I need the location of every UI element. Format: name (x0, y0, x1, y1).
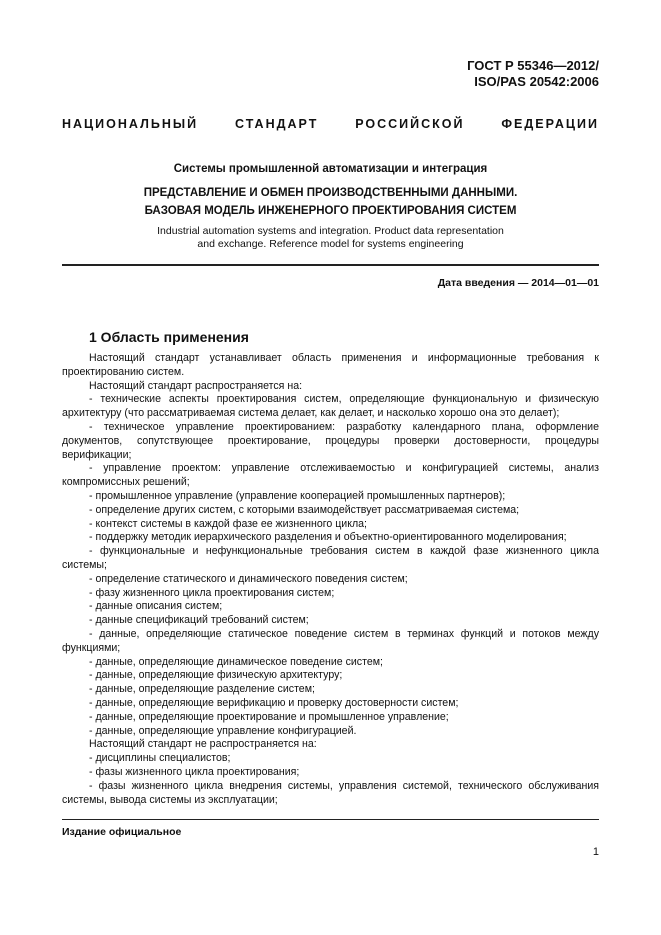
list-item: - поддержку методик иерархического разделения и объектно-ориентированного моделирования; (89, 531, 567, 544)
page-number: 1 (592, 846, 599, 858)
list-item: - функциональные и нефункциональные требования систем в каждой фазе жизненного цикла системы; (62, 545, 599, 571)
list-item: - данные, определяющие верификацию и проверку достоверности систем; (89, 696, 459, 709)
list-item: - определение других систем, с которыми взаимодействует рассматриваемая система; (89, 503, 520, 516)
list-item: - данные, определяющие динамическое поведение систем; (89, 655, 383, 668)
introduction-date: Дата введения — 2014—01—01 (437, 277, 599, 289)
list-item: - фазы жизненного цикла проектирования; (89, 765, 300, 778)
title-divider (62, 264, 599, 266)
standard-title-line1: ПРЕДСТАВЛЕНИЕ И ОБМЕН ПРОИЗВОДСТВЕННЫМИ ДАННЫМИ. (143, 187, 518, 199)
english-title-line2: and exchange. Reference model for systems engineering (197, 238, 464, 250)
list-item: - фазу жизненного цикла проектирования систем; (89, 586, 335, 599)
edition-label: Издание официальное (62, 826, 182, 838)
list-item: - данные спецификаций требований систем; (89, 614, 309, 627)
paragraph: Настоящий стандарт распространяется на: (89, 379, 303, 392)
english-title-line1: Industrial automation systems and integration. Product data representation (157, 225, 504, 237)
list-item: - промышленное управление (управление кооперацией промышленных партнеров); (89, 489, 506, 502)
national-standard-heading: НАЦИОНАЛЬНЫЙ СТАНДАРТ РОССИЙСКОЙ ФЕДЕРАЦИИ (62, 117, 599, 131)
english-title (62, 225, 599, 251)
standard-title-line2: БАЗОВАЯ МОДЕЛЬ ИНЖЕНЕРНОГО ПРОЕКТИРОВАНИЯ СИСТЕМ (144, 205, 517, 217)
list-item: - контекст системы в каждой фазе ее жизненного цикла; (89, 517, 367, 530)
list-item: - данные, определяющие статическое поведение систем в терминах функций и потоков между функциями; (62, 627, 599, 654)
section-body (62, 352, 599, 807)
section-heading: 1 Область применения (89, 329, 249, 345)
list-item: - дисциплины специалистов; (89, 752, 231, 765)
list-item: - данные, определяющие физическую архитектуру; (89, 669, 343, 682)
list-item: - данные, определяющие проектирование и промышленное управление; (89, 710, 449, 723)
list-item: - технические аспекты проектирования систем, определяющие функциональную и физическую архитектуру (что рассматриваемая система делает, как делает, и насколько хорошо она это делает); (62, 393, 599, 420)
gost-code (467, 58, 599, 90)
gost-code-line1: ГОСТ Р 55346—2012/ (467, 58, 599, 73)
list-item: - данные описания систем; (89, 600, 223, 613)
paragraph: Настоящий стандарт устанавливает область применения и информационные требования к проектированию систем. (62, 352, 599, 378)
footer-divider (62, 819, 599, 820)
list-item: - данные, определяющие разделение систем; (89, 683, 315, 696)
standard-title (62, 184, 599, 220)
paragraph: Настоящий стандарт не распространяется на: (89, 738, 317, 751)
list-item: - управление проектом: управление отслеживаемостью и конфигурацией системы, анализ компромиссных решений; (62, 462, 599, 489)
list-item: - фазы жизненного цикла внедрения системы, управления системой, технического обслуживания системы, вывода системы из эксплуатации; (62, 779, 599, 806)
list-item: - техническое управление проектированием: разработку календарного плана, оформление документов, сопутствующее проектирование, процедуры проверки достоверности, процедуры верификации; (62, 420, 599, 461)
standard-subtitle: Системы промышленной автоматизации и интеграция (173, 163, 488, 175)
gost-code-line2: ISO/PAS 20542:2006 (474, 74, 599, 89)
list-item: - определение статического и динамического поведения систем; (89, 572, 408, 585)
list-item: - данные, определяющие управление конфигурацией. (89, 724, 357, 737)
